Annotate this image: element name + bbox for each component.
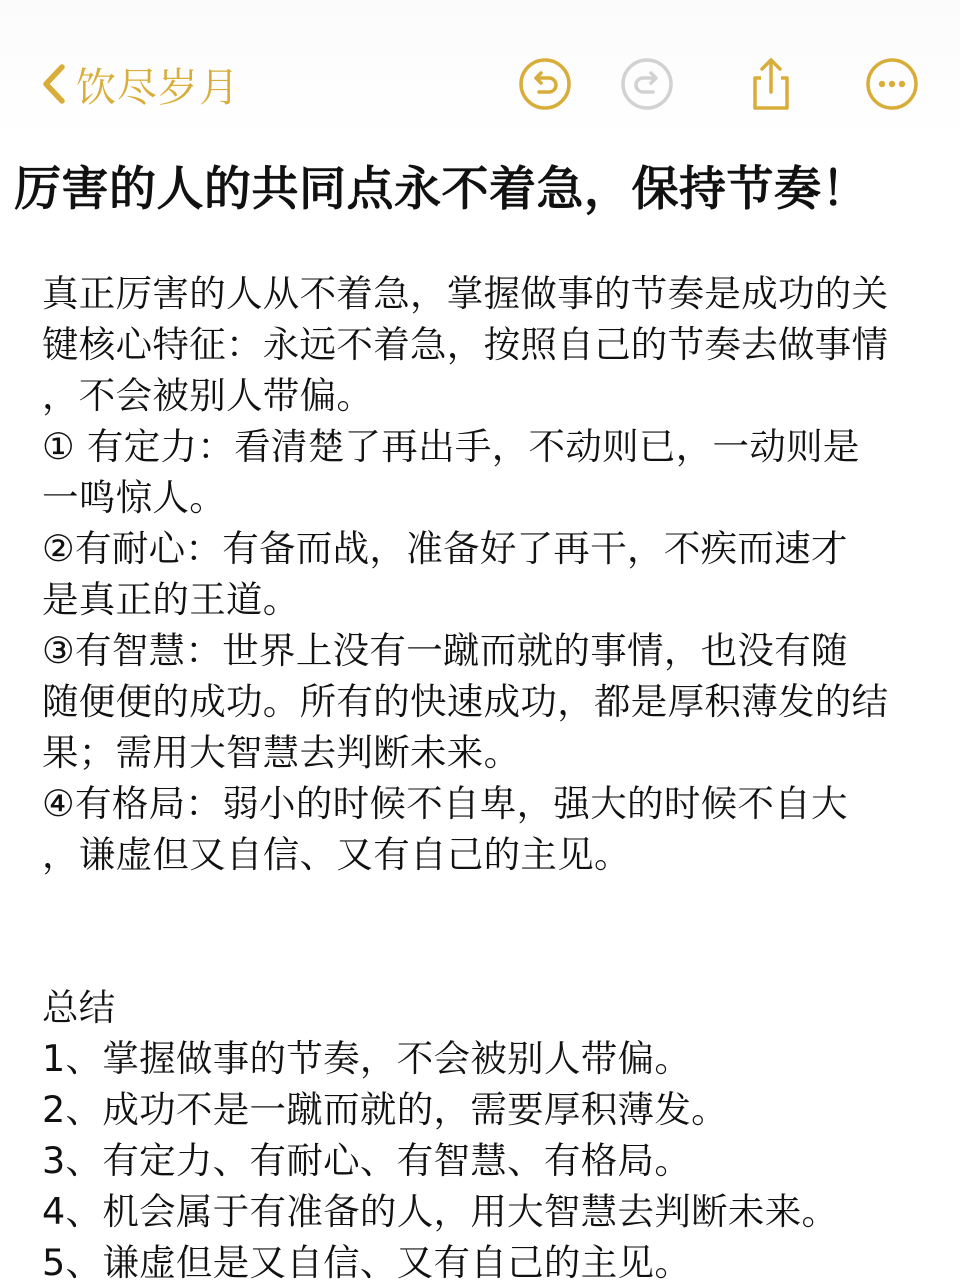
summary-item: 5、谦虚但是又自信、又有自己的主见。 — [42, 1241, 692, 1284]
body-line: ②有耐心：有备而战，准备好了再干，不疾而速才 — [42, 527, 848, 570]
redo-icon — [619, 56, 675, 112]
undo-icon — [517, 56, 573, 112]
body-line: 果；需用大智慧去判断未来。 — [42, 731, 521, 774]
body-line: 是真正的王道。 — [42, 578, 300, 621]
back-label: 饮尽岁月 — [76, 64, 240, 111]
summary-item: 3、有定力、有耐心、有智慧、有格局。 — [42, 1139, 692, 1182]
summary-heading: 总结 — [42, 986, 116, 1029]
note-body[interactable] — [42, 268, 922, 1288]
body-line: ① 有定力：看清楚了再出手，不动则已，一动则是 — [42, 425, 860, 468]
body-line: ，不会被别人带偏。 — [42, 374, 374, 417]
more-button[interactable] — [864, 56, 920, 112]
undo-button[interactable] — [517, 56, 573, 112]
body-line: 一鸣惊人。 — [42, 476, 226, 519]
body-line: 键核心特征：永远不着急，按照自己的节奏去做事情 — [42, 323, 889, 366]
chevron-left-icon — [36, 59, 70, 109]
navigation-bar — [0, 0, 960, 140]
paragraph-gap — [42, 880, 922, 982]
summary-item: 4、机会属于有准备的人，用大智慧去判断未来。 — [42, 1190, 839, 1233]
summary-item: 2、成功不是一蹴而就的，需要厚积薄发。 — [42, 1088, 728, 1131]
body-line: ③有智慧：世界上没有一蹴而就的事情，也没有随 — [42, 629, 848, 672]
redo-button[interactable] — [619, 56, 675, 112]
body-line: 真正厉害的人从不着急，掌握做事的节奏是成功的关 — [42, 272, 889, 315]
share-icon — [743, 56, 799, 112]
note-title: 厉害的人的共同点永不着急，保持节奏！ — [14, 162, 869, 217]
more-icon — [864, 56, 920, 112]
share-button[interactable] — [743, 56, 799, 112]
body-line: ④有格局：弱小的时候不自卑，强大的时候不自大 — [42, 782, 848, 825]
summary-item: 1、掌握做事的节奏，不会被别人带偏。 — [42, 1037, 692, 1080]
body-line: ，谦虚但又自信、又有自己的主见。 — [42, 833, 631, 876]
body-line: 随便便的成功。所有的快速成功，都是厚积薄发的结 — [42, 680, 889, 723]
back-button[interactable] — [36, 54, 240, 114]
